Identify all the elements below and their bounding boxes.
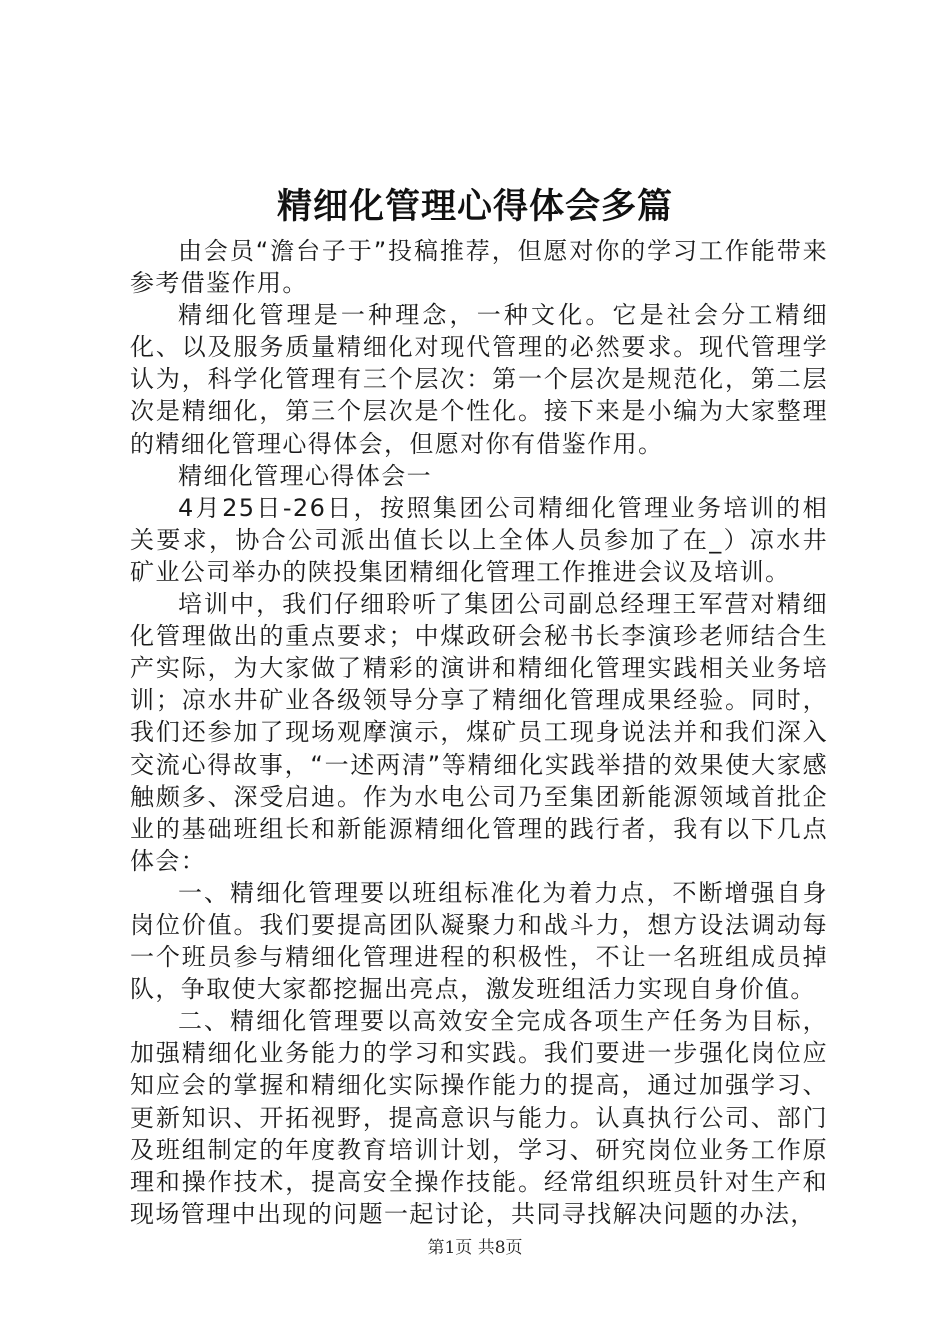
document-title: 精细化管理心得体会多篇 (276, 186, 673, 227)
paragraph: 精细化管理是一种理念，一种文化。它是社会分工精细化、以及服务质量精细化对现代管理的必然要求。现代管理学认为，科学化管理有三个层次：第一个层次是规范化，第二层次是精细化，第三个层次是个性化。接下来是小编为大家整理的精细化管理心得体会，但愿对你有借鉴作用。 (130, 301, 828, 458)
section-heading: 精细化管理心得体会一 (178, 461, 432, 490)
document-body (130, 235, 828, 1230)
paragraph: 培训中，我们仔细聆听了集团公司副总经理王军营对精细化管理做出的重点要求；中煤政研会秘书长李演珍老师结合生产实际，为大家做了精彩的演讲和精细化管理实践相关业务培训；凉水井矿业各级领导分享了精细化管理成果经验。同时，我们还参加了现场观摩演示，煤矿员工现身说法并和我们深入交流心得故事，“一述两清”等精细化实践举措的效果使大家感触颇多、深受启迪。作为水电公司乃至集团新能源领域首批企业的基础班组长和新能源精细化管理的践行者，我有以下几点体会： (130, 590, 828, 875)
paragraph: 一、精细化管理要以班组标准化为着力点，不断增强自身岗位价值。我们要提高团队凝聚力和战斗力，想方设法调动每一个班员参与精细化管理进程的积极性，不让一名班组成员掉队，争取使大家都挖掘出亮点，激发班组活力实现自身价值。 (130, 878, 828, 1004)
paragraph: 4月25日-26日，按照集团公司精细化管理业务培训的相关要求，协合公司派出值长以上全体人员参加了在_）凉水井矿业公司举办的陕投集团精细化管理工作推进会议及培训。 (130, 493, 828, 586)
page-number-footer: 第1页 共8页 (427, 1238, 523, 1258)
paragraph: 二、精细化管理要以高效安全完成各项生产任务为目标，加强精细化业务能力的学习和实践。我们要进一步强化岗位应知应会的掌握和精细化实际操作能力的提高，通过加强学习、更新知识、开拓视野，提高意识与能力。认真执行公司、部门及班组制定的年度教育培训计划，学习、研究岗位业务工作原理和操作技术，提高安全操作技能。经常组织班员针对生产和现场管理中出现的问题一起讨论，共同寻找解决问题的办法， (130, 1007, 828, 1228)
paragraph: 由会员“澹台子于”投稿推荐，但愿对你的学习工作能带来参考借鉴作用。 (130, 237, 828, 298)
